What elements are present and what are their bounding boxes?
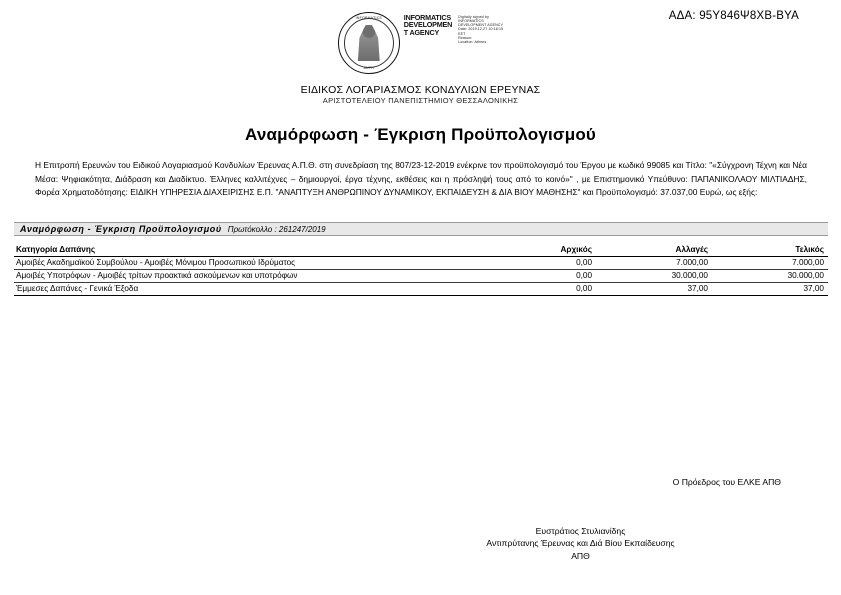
page-title: Αναμόρφωση - Έγκριση Προϋπολογισμού bbox=[244, 125, 597, 144]
section-title: Αναμόρφωση - Έγκριση Προϋπολογισμού bbox=[20, 224, 222, 234]
cell-final: 7.000,00 bbox=[792, 258, 824, 267]
cell-initial: 0,00 bbox=[576, 258, 592, 267]
signature-line-1: Digitally signed by bbox=[458, 15, 489, 19]
signature-line-6: Reason: bbox=[458, 35, 473, 40]
table-row bbox=[14, 257, 828, 270]
signature-title: Ο Πρόεδρος του ΕΛΚΕ ΑΠΘ bbox=[672, 477, 781, 487]
logo-wordmark bbox=[404, 14, 452, 36]
logo-word-2: DEVELOPMEN bbox=[403, 20, 453, 30]
cell-category: Αμοιβές Υποτρόφων - Αμοιβές τρίτων προακτικά ασκούμενων και υποτρόφων bbox=[16, 271, 298, 280]
letterhead-logo bbox=[0, 12, 841, 79]
cell-category: Έμμεσες Δαπάνες - Γενικά Έξοδα bbox=[16, 284, 139, 293]
signature-line-2: INFORMATICS bbox=[458, 19, 484, 24]
cell-initial: 0,00 bbox=[576, 284, 592, 293]
signatory-role: Αντιπρύτανης Έρευνας και Διά Βίου Εκπαίδευσης bbox=[486, 538, 675, 549]
table-row bbox=[14, 283, 828, 296]
logo-row bbox=[338, 12, 503, 74]
column-header-initial: Αρχικός bbox=[560, 245, 592, 254]
cell-final: 37,00 bbox=[803, 284, 824, 293]
seal-text-top: INFORMATICS bbox=[355, 16, 382, 20]
university-seal-icon bbox=[338, 12, 400, 74]
column-header-changes: Αλλαγές bbox=[675, 245, 708, 254]
cell-initial: 0,00 bbox=[576, 271, 592, 280]
signatory-institution: ΑΠΘ bbox=[571, 550, 590, 561]
logo-word-1: INFORMATICS bbox=[403, 13, 451, 22]
seal-text-bottom: AUTH bbox=[363, 66, 375, 70]
signature-line-3: DEVELOPMENT AGENCY bbox=[458, 23, 503, 28]
cell-final: 30.000,00 bbox=[787, 271, 824, 280]
signature-line-7: Location: Athens bbox=[458, 39, 487, 44]
intro-paragraph: Η Επιτροπή Ερευνών του Ειδικού Λογαριασμού Κονδυλίων Έρευνας Α.Π.Θ. στη συνεδρίαση της 807/23-12-2019 ενέκρινε τον προϋπολογισμό του Έργου με κωδικό 99085 και Τίτλο: "«Σύγχρονη Τέχνη και Νέα Μέσα: Ψηφιακότητα, Διάδραση και Διαδίκτυο. Έλληνες καλλιτέχνες – δημιουργοί, έργα τέχνης, εκθέσεις και η πρόσληψή τους από το κοινό»" , με Επιστημονικό Υπεύθυνο: ΠΑΠΑΝΙΚΟΛΑΟΥ ΜΙΛΤΙΑΔΗΣ, Φορέα Χρηματοδότησης: ΕΙΔΙΚΗ ΥΠΗΡΕΣΙΑ ΔΙΑΧΕΙΡΙΣΗΣ Ε.Π. "ΑΝΑΠΤΥΞΗ ΑΝΘΡΩΠΙΝΟΥ ΔΥΝΑΜΙΚΟΥ, ΕΚΠΑΙΔΕΥΣΗ & ΔΙΑ ΒΙΟΥ ΜΑΘΗΣΗΣ" και Προϋπολογισμό: 37.037,00 Ευρώ, ως εξής: bbox=[35, 160, 807, 198]
column-header-category: Κατηγορία Δαπάνης bbox=[16, 245, 96, 254]
organization-subtitle: ΑΡΙΣΤΟΤΕΛΕΙΟΥ ΠΑΝΕΠΙΣΤΗΜΙΟΥ ΘΕΣΣΑΛΟΝΙΚΗΣ bbox=[322, 96, 519, 105]
cell-changes: 30.000,00 bbox=[671, 271, 708, 280]
section-protocol: Πρωτόκολλο : 261247/2019 bbox=[227, 224, 326, 234]
table-row bbox=[14, 270, 828, 283]
budget-table bbox=[14, 243, 828, 296]
cell-category: Αμοιβές Ακαδημαϊκού Συμβούλου - Αμοιβές Μόνιμου Προσωπικού Ιδρύματος bbox=[16, 258, 296, 267]
table-header-row bbox=[14, 243, 828, 257]
organization-name: ΕΙΔΙΚΟΣ ΛΟΓΑΡΙΑΣΜΟΣ ΚΟΝΔΥΛΙΩΝ ΕΡΕΥΝΑΣ bbox=[300, 84, 541, 96]
section-header bbox=[14, 222, 828, 236]
column-header-final: Τελικός bbox=[795, 245, 824, 254]
signature-line-5: EET bbox=[458, 31, 466, 36]
digital-signature-stamp bbox=[458, 15, 503, 44]
ada-code: ΑΔΑ: 95Υ846Ψ8ΧΒ-ΒΥΑ bbox=[668, 10, 799, 22]
cell-changes: 7.000,00 bbox=[676, 258, 708, 267]
signature-block bbox=[0, 525, 841, 562]
signature-line-4: Date: 2019.12.27 10:16:15 bbox=[458, 27, 504, 32]
logo-word-3: T AGENCY bbox=[403, 27, 440, 37]
cell-changes: 37,00 bbox=[687, 284, 708, 293]
signatory-name: Ευστράτιος Στυλιανίδης bbox=[535, 526, 626, 536]
